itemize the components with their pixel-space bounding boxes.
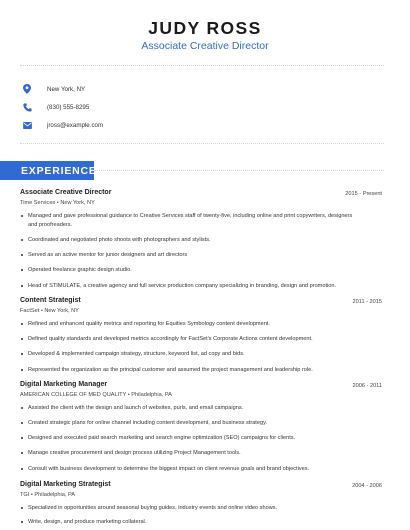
company-name: FactSet	[20, 308, 40, 314]
job-bullet	[20, 366, 360, 375]
bullet-text: Managed and gave professional guidance to Creative Services staff of twenty-five, including online and print copywriters, designers and proofreaders.	[28, 213, 353, 228]
job-bullet	[20, 434, 360, 443]
bullet-text: Write, design, and produce marketing collateral.	[28, 519, 147, 525]
bullet-text: Defined quality standards and developed metrics accordingly for FactSet's Corporate Actions content development.	[28, 336, 313, 342]
bullet-text: Specialized in opportunities around seasonal buying guides, industry events and online video shows.	[28, 505, 278, 511]
bullet-dot	[21, 437, 23, 439]
contact-location-text: New York, NY	[47, 85, 86, 93]
job-title: Associate Creative Director	[20, 189, 112, 196]
job-company-line: FactSet • New York, NY	[20, 308, 79, 314]
bullet-dot	[21, 468, 23, 470]
bullet-text: Consult with business development to determine the biggest impact on client revenue goals and brand objectives.	[28, 466, 310, 472]
job-bullet	[20, 320, 360, 329]
company-name: AMERICAN COLLEGE OF MED QUALITY	[20, 392, 127, 398]
job-bullet	[20, 266, 360, 275]
bullet-text: Refined and enhanced quality metrics and reporting for Equities Symbology content development.	[28, 321, 270, 327]
company-location: Philadelphia, PA	[34, 492, 76, 498]
bullet-dot	[21, 239, 23, 241]
bullet-dot	[21, 521, 23, 523]
job-title: Digital Marketing Manager	[20, 381, 108, 388]
job-company-line: Time Services • New York, NY	[20, 200, 95, 206]
job-bullet	[20, 236, 360, 245]
bullet-text: Operated freelance graphic design studio.	[28, 267, 132, 273]
job-bullet	[20, 404, 360, 413]
bullet-dot	[21, 269, 23, 271]
company-name: TGI	[20, 492, 30, 498]
experience-section-header	[0, 161, 410, 180]
job-bullet	[20, 251, 360, 260]
bullet-dot	[21, 338, 23, 340]
job-bullet	[20, 335, 360, 344]
job-title: Content Strategist	[20, 297, 81, 304]
bullet-text: Manage creative procurement and design process utilizing Project Management tools.	[28, 450, 241, 456]
company-location: Philadelphia, PA	[131, 392, 172, 398]
job-company-line: AMERICAN COLLEGE OF MED QUALITY • Philadelphia, PA	[20, 392, 172, 398]
job-bullet	[20, 212, 360, 230]
bullet-dot	[21, 323, 23, 325]
contact-phone	[21, 101, 89, 113]
section-divider	[94, 170, 384, 171]
bullet-dot	[21, 507, 23, 509]
job-bullet	[20, 449, 360, 458]
bullet-dot	[21, 452, 23, 454]
bullet-dot	[21, 422, 23, 424]
bullet-dot	[21, 407, 23, 409]
contact-divider	[20, 143, 384, 144]
job-dates: 2006 - 2011	[352, 383, 382, 389]
company-location: New York, NY	[60, 200, 95, 206]
bullet-text: Created strategic plans for online channel including content development, and business strategy.	[28, 420, 268, 426]
bullet-dot	[21, 215, 23, 217]
bullet-text: Designed and executed paid search marketing and search engine optimization (SEO) campaigns for clients.	[28, 435, 296, 441]
experience-heading: EXPERIENCE	[21, 165, 97, 177]
header-divider	[20, 65, 384, 66]
bullet-dot	[21, 369, 23, 371]
email-icon	[21, 119, 33, 131]
resume-name: JUDY ROSS	[148, 18, 262, 38]
job-dates: 2004 - 2006	[352, 483, 382, 489]
contact-location	[21, 83, 85, 95]
contact-email-text: jross@example.com	[47, 121, 104, 129]
contact-email	[21, 119, 103, 131]
bullet-text: Served as an active mentor for junior designers and art directors	[28, 252, 188, 258]
bullet-text: Coordinated and negotiated photo shoots with photographers and stylists.	[28, 237, 211, 243]
bullet-dot	[21, 353, 23, 355]
job-bullet	[20, 465, 360, 474]
bullet-dot	[21, 285, 23, 287]
location-pin-icon	[21, 83, 33, 95]
job-bullet	[20, 518, 360, 527]
job-dates: 2015 - Present	[345, 191, 382, 197]
bullet-text: Developed & implemented campaign strategy, structure, keyword list, ad copy and bids.	[28, 351, 245, 357]
company-location: New York, NY	[44, 308, 79, 314]
job-dates: 2011 - 2015	[352, 299, 382, 305]
resume-headline-title: Associate Creative Director	[141, 40, 269, 52]
job-bullet	[20, 504, 360, 513]
job-bullet	[20, 282, 360, 291]
company-name: Time Services	[20, 200, 56, 206]
contact-phone-text: (830) 555-8295	[47, 103, 90, 111]
job-bullet	[20, 419, 360, 428]
job-bullet	[20, 350, 360, 359]
bullet-text: Assisted the client with the design and launch of websites, purls, and email campaigns.	[28, 405, 244, 411]
bullet-dot	[21, 254, 23, 256]
bullet-text: Represented the organization as the principal customer and assumed the project management and leadership role.	[28, 367, 313, 373]
phone-icon	[21, 101, 33, 113]
job-title: Digital Marketing Strategist	[20, 481, 111, 488]
job-company-line: TGI • Philadelphia, PA	[20, 492, 76, 498]
bullet-text: Head of STIMULATE, a creative agency and full service production company specializing in branding, design and promotion.	[28, 283, 337, 289]
